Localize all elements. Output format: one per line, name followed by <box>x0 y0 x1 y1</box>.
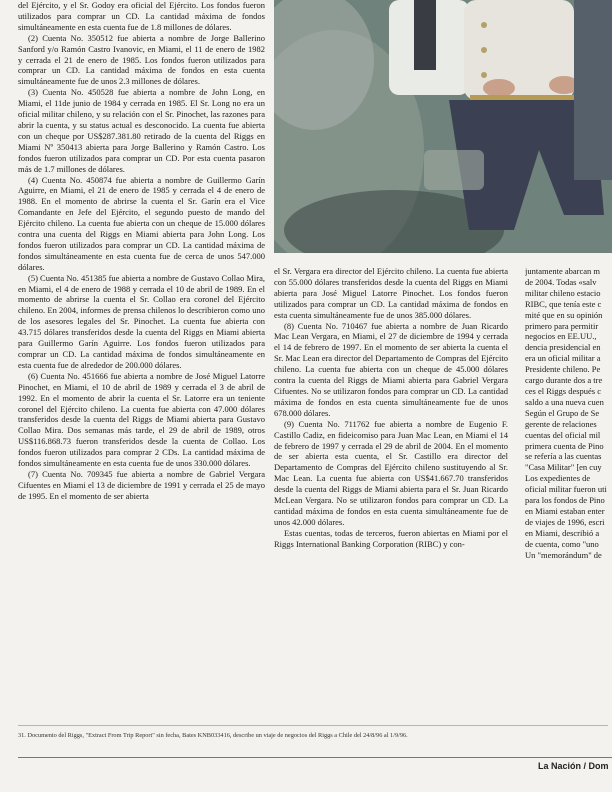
line: era un oficial militar a <box>525 353 601 364</box>
line: Según el Grupo de Se <box>525 407 600 418</box>
paragraph-account-5: (5) Cuenta No. 451385 fue abierta a nombre de Gustavo Collao Mira, en Miami, el 4 de enero de 1988 y cerrada el 10 de abril de 1989. En el momento de abrirse la cuenta el Sr. Collao era coronel del Ejército chileno. En 2004, informes de prensa chilenos lo describieron como uno de los asesores legales del Sr. Pinochet. La cuenta fue abierta con 43.715 dólares transferidos desde la cuenta del Riggs en Miami abierta para Guillermo Garín Aguirre. Los fondos fueron utilizados para comprar un CD. La cantidad máxima de fondos simultáneamente en esta cuenta fue de alrededor de 200.000 dólares. <box>18 272 265 370</box>
paragraph-account-4: (4) Cuenta No. 450874 fue abierta a nombre de Guillermo Garín Aguirre, en Miami, el 21 de enero de 1985 y cerrada el 4 de enero de 1988. En el momento de abrirse la cuenta el Sr. Garín era el Vice Comandante en Jefe del Ejército, el segundo puesto de mando del Ejército chileno. La cuenta fue abierta con un cheque de 15.000 dólares contra una cuenta del Riggs en Miami abierta para John Long. Los fondos fueron utilizados para comprar un CD. La cantidad máxima de fondos simultáneamente en esta cuenta fue de cerca de unos 547.000 dólares. <box>18 174 265 272</box>
photo-illustration <box>274 0 612 253</box>
column-right-cropped <box>525 266 612 618</box>
line: juntamente abarcan m <box>525 266 601 276</box>
paragraph-account-3: (3) Cuenta No. 450528 fue abierta a nombre de John Long, en Miami, el 11de junio de 1984 y cerrada en 1985. El Sr. Long no era un oficial militar chileno, y su relación con el Sr. Pinochet, las razones para abrir la cuenta, y su status actual es desconocido. La cuenta fue abierta con un cheque por US$287.381.80 retirado de la cuenta del Riggs en Miami Nº 350413 abierta para Jorge Ballerino y Ramón Castro. Los fondos fueron utilizados para comprar un CD. Por esta cuenta pasaron más de 1.7 millones de dólares. <box>18 87 265 174</box>
line: de cuenta, como "uno <box>525 538 599 549</box>
column-middle <box>274 266 508 578</box>
line: militar chileno estacio <box>525 287 601 298</box>
paragraph-summary: Estas cuentas, todas de terceros, fueron abiertas en Miami por el Riggs International Banking Corporation (RIBC) y con- <box>274 527 508 549</box>
paragraph-account-7-end: el Sr. Vergara era director del Ejército chileno. La cuenta fue abierta con 55.000 dólares transferidos desde la cuenta del Riggs en Miami abierta para José Miguel Latorre Pinochet. Los fondos fueron utilizados para comprar un CD. La cantidad máxima de fondos en esta cuenta simultáneamente fue de unos 385.000 dólares. <box>274 266 508 320</box>
line: oficial militar fueron uti <box>525 484 607 495</box>
line: mité que en su opinión <box>525 309 603 320</box>
footer-publication-name: La Nación / Dom <box>538 761 609 771</box>
line: "Casa Militar" [en cuy <box>525 462 602 473</box>
paragraph-account-1-end: del Ejército, y el Sr. Godoy era oficial del Ejército. Los fondos fueron utilizados para comprar un CD. La cantidad máxima de fondos simultáneamente en esta cuenta fue de 1.8 millones de dólares. <box>18 0 265 32</box>
footnote-divider <box>18 725 608 726</box>
line: en Miami estaban enter <box>525 505 605 516</box>
line: saldo a una nueva cuen <box>525 396 604 407</box>
paragraph-account-8: (8) Cuenta No. 710467 fue abierta a nombre de Juan Ricardo Mac Lean Vergara, en Miami, el 27 de diciembre de 1994 y cerrada el 14 de febrero de 1997. En el momento de ser abierta la cuenta el Sr. Mac Lean era director del Departamento de Compras del Ejército chileno. La cuenta fue abierta con un cheque de 45.000 dólares contra la cuenta del Riggs de Miami abierta para Gabriel Vergara Cifuentes. No se utilizaron fondos para comprar un CD. La cantidad máxima de fondos en esta cuenta simultáneamente fue de unos 678.000 dólares. <box>274 320 508 418</box>
footnote: 31. Documento del Riggs, "Extract From Trip Report" sin fecha, Bates KNB033416, describe un viaje de negocios del Riggs a Chile del 24/8/96 al 1/9/96. <box>18 732 408 739</box>
line: Un "memorándum" de <box>525 549 602 560</box>
line: dencia presidencial en <box>525 342 601 353</box>
line: de 2004. Todas «salv <box>525 276 597 287</box>
line: cuentas del oficial mil <box>525 429 601 440</box>
line: gerente de relaciones <box>525 418 597 429</box>
paragraph-account-6: (6) Cuenta No. 451666 fue abierta a nombre de José Miguel Latorre Pinochet, en Miami, el 10 de abril de 1989 y cerrada el 3 de abril de 1992. En el momento de abrir la cuenta el Sr. Latorre era un teniente coronel del Ejército chileno. La cuenta fue abierta con 47.000 dólares transferidos desde la cuenta del Riggs de Miami abierta para Gustavo Collao Mira. Dos semanas más tarde, el 29 de abril de 1989, otros US$116.868.73 fueron transferidos desde la cuenta de Collao. Los fondos fueron utilizados para comprar 2 CDs. La cantidad máxima de fondos simultáneamente en esta cuenta fue de unos 330.000 dólares. <box>18 370 265 469</box>
military-officers-photo <box>274 0 612 253</box>
line: en Miami, describió a <box>525 527 600 538</box>
paragraph-account-9: (9) Cuenta No. 711762 fue abierta a nombre de Eugenio F. Castillo Cadiz, en fideicomiso para Juan Mac Lean, en Miami el 14 de febrero de 1997 y cerrada el 29 de abril de 2004. En el momento de ser abierta esta cuenta, el Sr. Castillo era director del Departamento de Compras del Ejército chileno sustituyendo al Sr. Mac Lean. La cuenta fue abierta con US$41.667.70 transferidos desde la cuenta del Riggs de Miami abierta para el Sr. Juan Ricardo McLean Vergara. No se utilizaron fondos para comprar un CD. La cantidad máxima de fondos en esta cuenta simultáneamente fue de unos 42.000 dólares. <box>274 418 508 527</box>
line: primero para permitir <box>525 320 599 331</box>
line: primera cuenta de Pino <box>525 440 604 451</box>
paragraph-account-7: (7) Cuenta No. 709345 fue abierta a nombre de Gabriel Vergara Cifuentes en Miami el 13 de diciembre de 1991 y cerrada el 25 de mayo de 1995. En el momento de ser abierta <box>18 468 265 501</box>
line: ces el Riggs después c <box>525 385 602 396</box>
line: negocios en EE.UU., <box>525 331 597 342</box>
line: se refería a las cuentas <box>525 451 602 462</box>
line: de viajes de 1996, escri <box>525 516 605 527</box>
footer-divider <box>18 757 612 758</box>
line: cargo durante dos a tre <box>525 375 603 386</box>
line: RIBC, que tenía este c <box>525 298 602 309</box>
line: para los fondos de Pino <box>525 495 605 506</box>
paragraph-account-2: (2) Cuenta No. 350512 fue abierta a nombre de Jorge Ballerino Sanford y/o Ramón Castro Ivanovic, en Miami, el 11 de enero de 1982 y cerrada el 21 de enero de 1985. Los fondos fueron utilizados para comprar un CD. La cantidad máxima de fondos en esta cuenta simultáneamente fue de unos 2.3 millones de dólares. <box>18 32 265 87</box>
line: Presidente chileno. Pe <box>525 364 601 375</box>
line: Los expedientes de <box>525 473 591 484</box>
column-left <box>18 0 265 706</box>
